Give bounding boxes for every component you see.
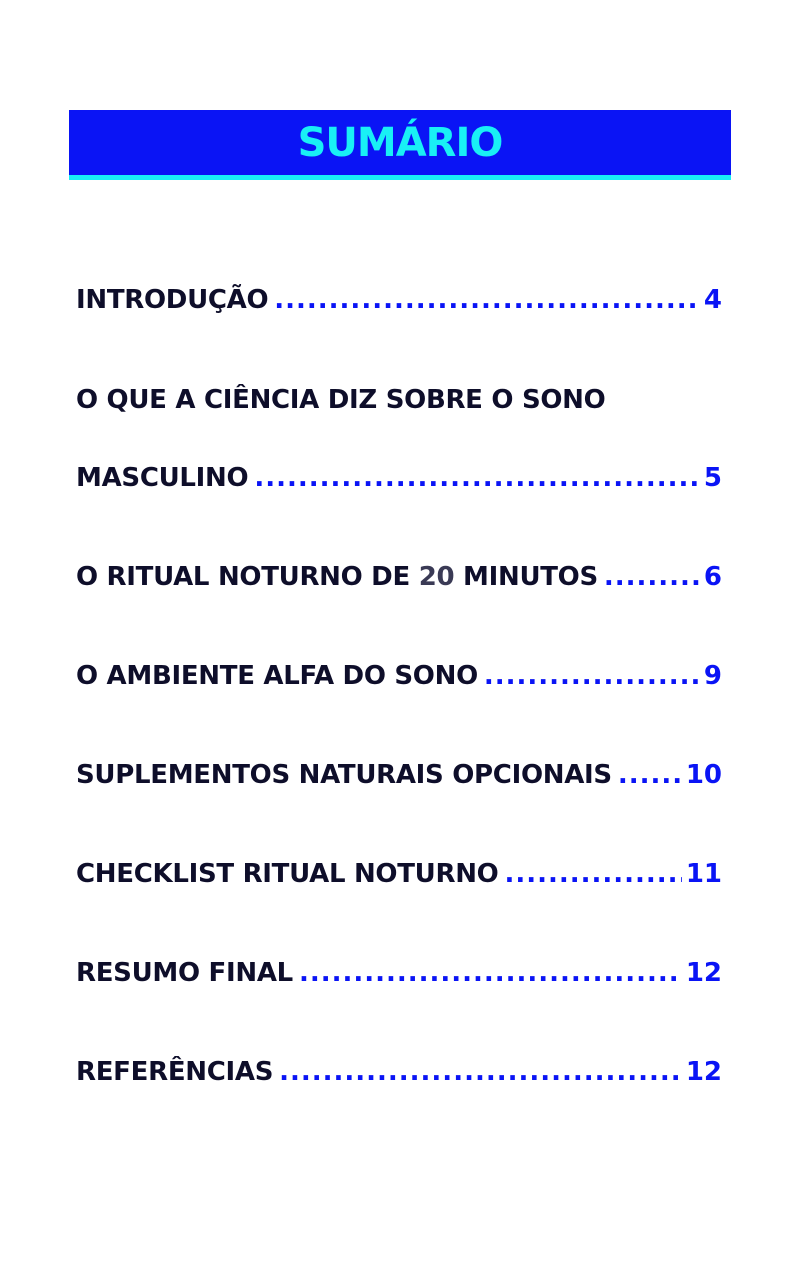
toc-page-number: 6 <box>703 562 722 592</box>
toc-entry-label: CHECKLIST RITUAL NOTURNO <box>76 859 499 889</box>
table-of-contents <box>76 0 722 1280</box>
toc-leader-dots <box>484 660 700 692</box>
toc-page-number: 9 <box>703 661 722 691</box>
toc-entry-label: O RITUAL NOTURNO DE 20 MINUTOS <box>76 562 598 592</box>
toc-entry-checklist[interactable] <box>76 858 722 890</box>
toc-leader-dots <box>618 759 682 791</box>
toc-leader-dots <box>254 462 700 494</box>
toc-entry-number: 20 <box>418 562 455 592</box>
toc-entry-label-line1[interactable]: O QUE A CIÊNCIA DIZ SOBRE O SONO <box>76 385 606 415</box>
toc-leader-dots <box>274 284 700 316</box>
toc-entry-label: SUPLEMENTOS NATURAIS OPCIONAIS <box>76 760 612 790</box>
toc-entry-introducao[interactable] <box>76 284 722 316</box>
toc-entry-label: MASCULINO <box>76 463 249 493</box>
toc-entry-referencias[interactable] <box>76 1056 722 1088</box>
toc-entry-label: INTRODUÇÃO <box>76 285 269 315</box>
toc-entry-label: REFERÊNCIAS <box>76 1057 274 1087</box>
toc-leader-dots <box>504 858 681 890</box>
toc-leader-dots <box>279 1056 682 1088</box>
toc-entry-label: RESUMO FINAL <box>76 958 293 988</box>
toc-entry-suplementos[interactable] <box>76 759 722 791</box>
toc-page-number: 5 <box>703 463 722 493</box>
toc-leader-dots <box>604 561 700 593</box>
toc-page-number: 10 <box>685 760 722 790</box>
toc-entry-ambiente-alfa[interactable] <box>76 660 722 692</box>
page-title: SUMÁRIO <box>297 119 503 166</box>
toc-entry-ciencia-sono[interactable] <box>76 462 722 494</box>
toc-entry-ritual-noturno[interactable] <box>76 561 722 593</box>
toc-entry-label: O AMBIENTE ALFA DO SONO <box>76 661 478 691</box>
toc-leader-dots <box>299 957 682 989</box>
toc-page-number: 12 <box>685 958 722 988</box>
toc-page-number: 11 <box>685 859 722 889</box>
toc-page-number: 4 <box>703 285 722 315</box>
toc-entry-resumo-final[interactable] <box>76 957 722 989</box>
toc-page-number: 12 <box>685 1057 722 1087</box>
